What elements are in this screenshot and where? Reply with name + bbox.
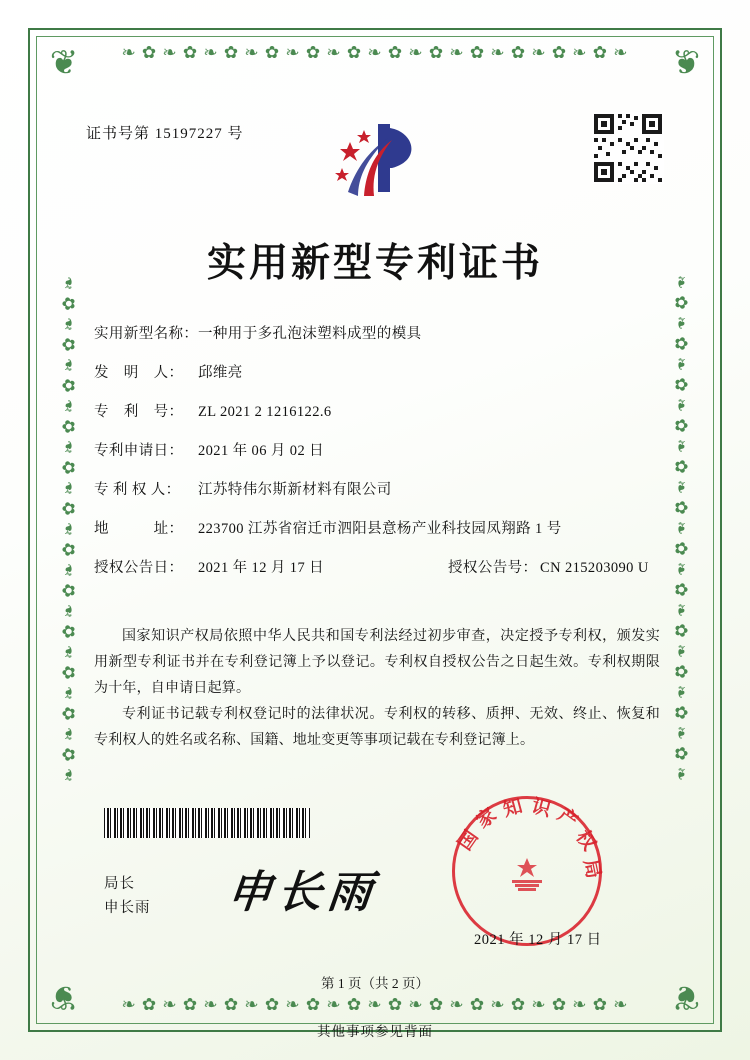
field-value: 2021 年 06 月 02 日 bbox=[198, 443, 325, 459]
corner-ornament-bottom-right: ❦ bbox=[671, 978, 701, 1015]
seal-emblem-icon bbox=[506, 858, 548, 894]
fields-block bbox=[94, 322, 660, 595]
certificate-number: 证书号第 15197227 号 bbox=[86, 126, 244, 142]
seal-char-4: 识 bbox=[529, 795, 554, 822]
director-name: 申长雨 bbox=[104, 900, 151, 916]
seal-char-5: 产 bbox=[553, 804, 582, 833]
national-ip-administration-seal-icon bbox=[452, 796, 602, 946]
field-label: 专 利 权 人： bbox=[94, 482, 181, 498]
seal-char-6: 权 bbox=[571, 826, 600, 855]
seal-date: 2021 年 12 月 17 日 bbox=[474, 932, 602, 948]
field-patentee bbox=[94, 478, 660, 499]
handwritten-signature: 申长雨 bbox=[224, 867, 381, 918]
field-application-date bbox=[94, 439, 660, 460]
grant-number-value: CN 215203090 U bbox=[540, 560, 649, 576]
seal-char-7: 局 bbox=[579, 857, 604, 881]
footnote: 其他事项参见背面 bbox=[317, 1024, 433, 1039]
seal-char-2: 家 bbox=[472, 804, 501, 833]
ornament-left: ❧ ✿ ❧ ✿ ❧ ✿ ❧ ✿ ❧ ✿ ❧ ✿ ❧ ✿ ❧ ✿ ❧ ✿ ❧ ✿ ❧ ✿ ❧ ✿ ❧ bbox=[59, 274, 79, 783]
grant-number-label: 授权公告号： bbox=[448, 560, 538, 576]
field-grant-announcement bbox=[94, 556, 660, 577]
field-label: 专 利 号： bbox=[94, 404, 184, 420]
page-title: 实用新型专利证书 bbox=[206, 242, 543, 285]
field-value: 邱维亮 bbox=[198, 365, 243, 381]
corner-ornament-top-right: ❦ bbox=[671, 45, 701, 82]
field-patent-number bbox=[94, 400, 660, 421]
ornament-top: ❧ ✿ ❧ ✿ ❧ ✿ ❧ ✿ ❧ ✿ ❧ ✿ ❧ ✿ ❧ ✿ ❧ ✿ ❧ ✿ ❧ ✿ ❧ ✿ ❧ bbox=[121, 43, 629, 62]
director-title: 局长 bbox=[104, 876, 135, 892]
field-label: 专利申请日： bbox=[94, 443, 184, 459]
patent-office-logo-icon bbox=[330, 118, 426, 210]
field-value: 江苏特伟尔斯新材料有限公司 bbox=[198, 482, 392, 498]
grant-date-label: 授权公告日： bbox=[94, 560, 184, 576]
ornament-bottom: ❧ ✿ ❧ ✿ ❧ ✿ ❧ ✿ ❧ ✿ ❧ ✿ ❧ ✿ ❧ ✿ ❧ ✿ ❧ ✿ ❧ ✿ ❧ ✿ ❧ bbox=[121, 995, 629, 1014]
grant-date-value: 2021 年 12 月 17 日 bbox=[198, 560, 325, 576]
barcode-icon bbox=[104, 808, 310, 838]
field-label: 发 明 人： bbox=[94, 365, 184, 381]
seal-char-1: 国 bbox=[454, 826, 483, 855]
field-address bbox=[94, 517, 660, 538]
qr-code-icon bbox=[592, 112, 664, 184]
paragraph-grant-statement: 国家知识产权局依照中华人民共和国专利法经过初步审查，决定授予专利权，颁发实用新型专利证书并在专利登记簿上予以登记。专利权自授权公告之日起生效。专利权期限为十年，自申请日起算。 bbox=[94, 629, 660, 696]
page-indicator: 第 1 页（共 2 页） bbox=[321, 976, 429, 991]
ornament-right: ❧ ✿ ❧ ✿ ❧ ✿ ❧ ✿ ❧ ✿ ❧ ✿ ❧ ✿ ❧ ✿ ❧ ✿ ❧ ✿ ❧ ✿ ❧ ✿ ❧ bbox=[671, 274, 691, 783]
field-value: 一种用于多孔泡沫塑料成型的模具 bbox=[198, 326, 422, 342]
corner-ornament-bottom-left: ❦ bbox=[49, 978, 79, 1015]
field-inventor bbox=[94, 361, 660, 382]
corner-ornament-top-left: ❦ bbox=[49, 45, 79, 82]
paragraph-legal-status: 专利证书记载专利权登记时的法律状况。专利权的转移、质押、无效、终止、恢复和专利权人的姓名或名称、国籍、地址变更等事项记载在专利登记簿上。 bbox=[94, 707, 660, 748]
field-value: ZL 2021 2 1216122.6 bbox=[198, 404, 332, 420]
seal-char-3: 知 bbox=[500, 795, 525, 822]
field-value: 223700 江苏省宿迁市泗阳县意杨产业科技园凤翔路 1 号 bbox=[198, 521, 562, 537]
field-label: 实用新型名称： bbox=[94, 326, 199, 342]
signature-block bbox=[104, 872, 151, 920]
field-utility-model-name bbox=[94, 322, 660, 343]
field-label: 地 址： bbox=[94, 521, 184, 537]
